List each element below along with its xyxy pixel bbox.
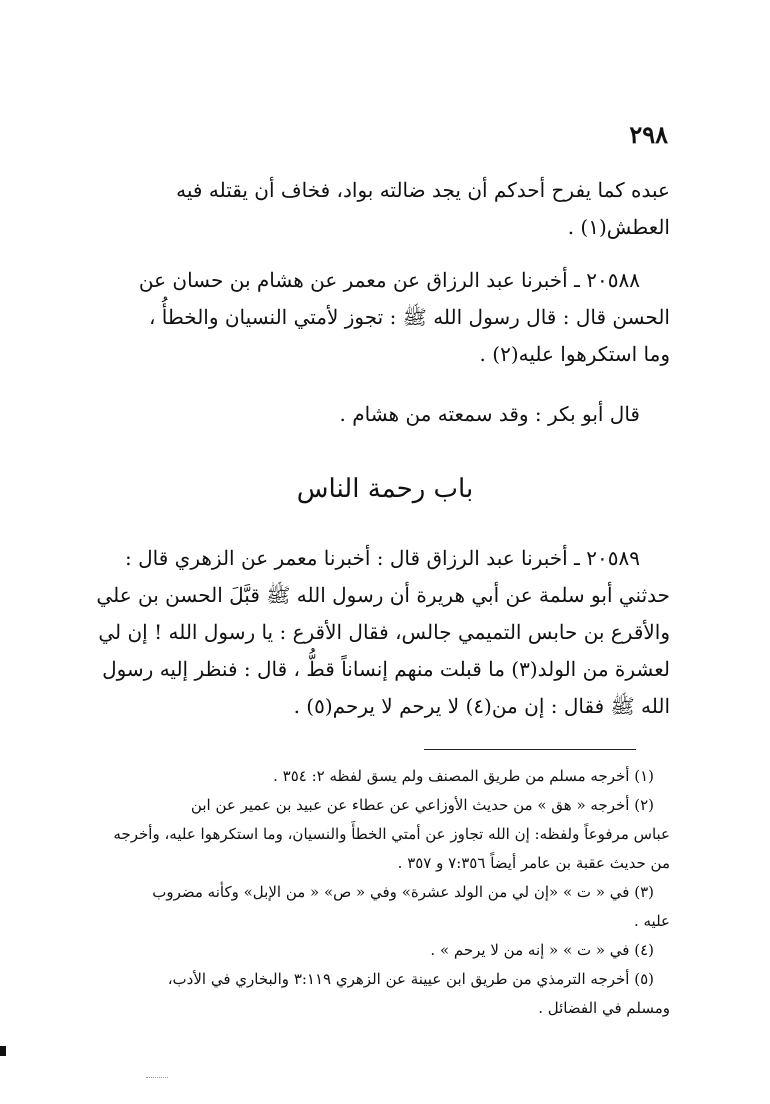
text-line: حدثني أبو سلمة عن أبي هريرة أن رسول الله ﷺ قبَّلَ الحسن بن علي xyxy=(96,583,670,607)
footnote-line: (٣) في « ت » «إن لي من الولد عشرة» وفي « ص» « من الإبل» وكأنه مضروب xyxy=(152,883,654,901)
text-line: الله ﷺ فقال : إن من(٤) لا يرحم لا يرحم(٥) . xyxy=(293,694,670,718)
hadith-20588 xyxy=(100,262,670,373)
footnote-line: عباس مرفوعاً ولفظه: إن الله تجاوز عن أمتي الخطأَ والنسيان، وما استكرهوا عليه، وأخرجه xyxy=(113,825,670,843)
hadith-20589 xyxy=(96,540,670,725)
text-line: العطش(١) . xyxy=(567,215,670,239)
text-line: الحسن قال : قال رسول الله ﷺ : تجوز لأمتي النسيان والخطأُ ، xyxy=(148,305,670,329)
footnote-line: عليه . xyxy=(633,912,670,930)
text-line: والأقرع بن حابس التميمي جالس، فقال الأقرع : يا رسول الله ! إن لي xyxy=(98,620,670,644)
footnote-line: (٥) أخرجه الترمذي من طريق ابن عيينة عن الزهري ٣:١١٩ والبخاري في الأدب، xyxy=(167,970,654,988)
abu-bakr-remark xyxy=(100,396,670,433)
scan-mark xyxy=(0,1046,6,1056)
chapter-title: باب رحمة الناس xyxy=(296,474,474,504)
footnote-line: (١) أخرجه مسلم من طريق المصنف ولم يسق لفظه ٢: ٣٥٤ . xyxy=(273,767,654,785)
text-line: وما استكرهوا عليه(٢) . xyxy=(479,342,670,366)
scan-speck xyxy=(146,1077,168,1079)
footnote-line: ومسلم في الفضائل . xyxy=(538,999,670,1017)
page-number: ٢٩٨ xyxy=(629,120,668,149)
footnote-line: (٢) أخرجه « هق » من حديث الأوزاعي عن عطاء عن عبيد بن عمير عن ابن xyxy=(190,796,654,814)
text-line: ٢٠٥٨٨ ـ أخبرنا عبد الرزاق عن معمر عن هشام بن حسان عن xyxy=(138,268,640,292)
text-line: لعشرة من الولد(٣) ما قبلت منهم إنساناً قطُّ ، قال : فنظر إليه رسول xyxy=(102,657,670,681)
footnote-line: (٤) في « ت » « إنه من لا يرحم » . xyxy=(430,941,654,959)
footnote-line: من حديث عقبة بن عامر أيضاً ٧:٣٥٦ و ٣٥٧ . xyxy=(397,854,670,872)
text-line: عبده كما يفرح أحدكم أن يجد ضالته بواد، فخاف أن يقتله فيه xyxy=(176,178,670,202)
text-line: ٢٠٥٨٩ ـ أخبرنا عبد الرزاق قال : أخبرنا معمر عن الزهري قال : xyxy=(125,546,640,570)
footnotes xyxy=(100,762,670,1023)
footnote-divider xyxy=(424,749,636,750)
text-line: قال أبو بكر : وقد سمعته من هشام . xyxy=(339,402,640,426)
paragraph-continuation xyxy=(100,172,670,246)
